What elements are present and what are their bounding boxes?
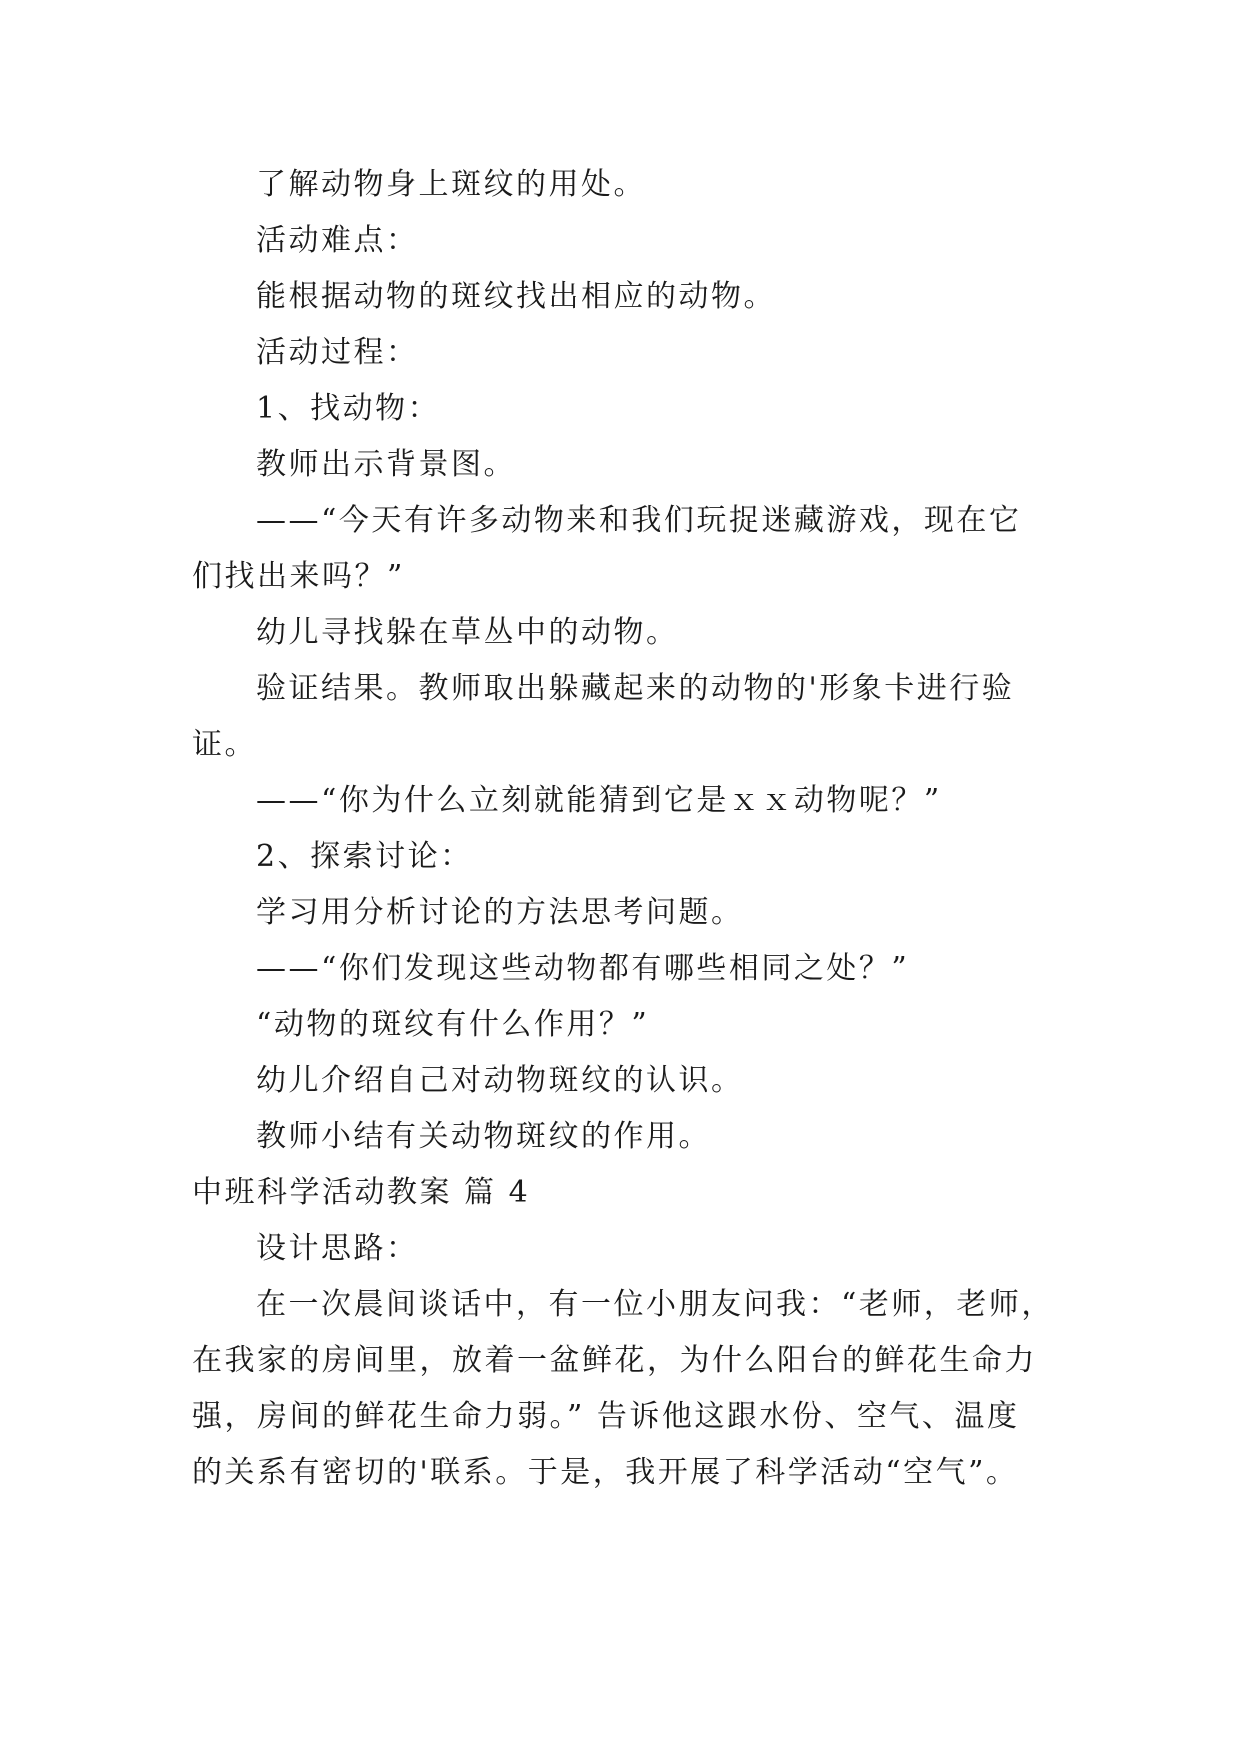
section-label: 活动过程： <box>256 335 419 370</box>
paragraph-line: 教师小结有关动物斑纹的作用。 <box>256 1119 711 1154</box>
paragraph-line: 学习用分析讨论的方法思考问题。 <box>256 895 744 930</box>
paragraph-line: 验证结果。教师取出躲藏起来的动物的'形象卡进行验 <box>256 671 1015 706</box>
paragraph-line-continued: 们找出来吗？” <box>192 559 405 594</box>
paragraph-line-continued: 的关系有密切的'联系。于是，我开展了科学活动“空气”。 <box>192 1455 1019 1490</box>
paragraph-line: 能根据动物的斑纹找出相应的动物。 <box>256 279 776 314</box>
paragraph-line: 教师出示背景图。 <box>256 447 516 482</box>
paragraph-line: 在一次晨间谈话中，有一位小朋友问我：“老师，老师， <box>256 1287 1054 1322</box>
section-heading: 中班科学活动教案 篇 4 <box>192 1175 531 1210</box>
paragraph-line: ——“你们发现这些动物都有哪些相同之处？” <box>256 951 910 986</box>
paragraph-line: 幼儿寻找躲在草丛中的动物。 <box>256 615 679 650</box>
paragraph-line-continued: 证。 <box>192 727 257 762</box>
section-label: 设计思路： <box>256 1231 419 1266</box>
paragraph-line-continued: 强，房间的鲜花生命力弱。” 告诉他这跟水份、空气、温度 <box>192 1399 1020 1434</box>
paragraph-line: 幼儿介绍自己对动物斑纹的认识。 <box>256 1063 744 1098</box>
step-label: 1、找动物： <box>256 391 441 426</box>
paragraph-line-continued: 在我家的房间里，放着一盆鲜花，为什么阳台的鲜花生命力 <box>192 1343 1037 1378</box>
paragraph-line: ——“你为什么立刻就能猜到它是ｘｘ动物呢？” <box>256 783 942 818</box>
section-label: 活动难点： <box>256 223 419 258</box>
step-label: 2、探索讨论： <box>256 839 473 874</box>
paragraph-line: “动物的斑纹有什么作用？” <box>256 1007 650 1042</box>
paragraph-line: ——“今天有许多动物来和我们玩捉迷藏游戏，现在它 <box>256 503 1022 538</box>
paragraph-line: 了解动物身上斑纹的用处。 <box>256 167 646 202</box>
